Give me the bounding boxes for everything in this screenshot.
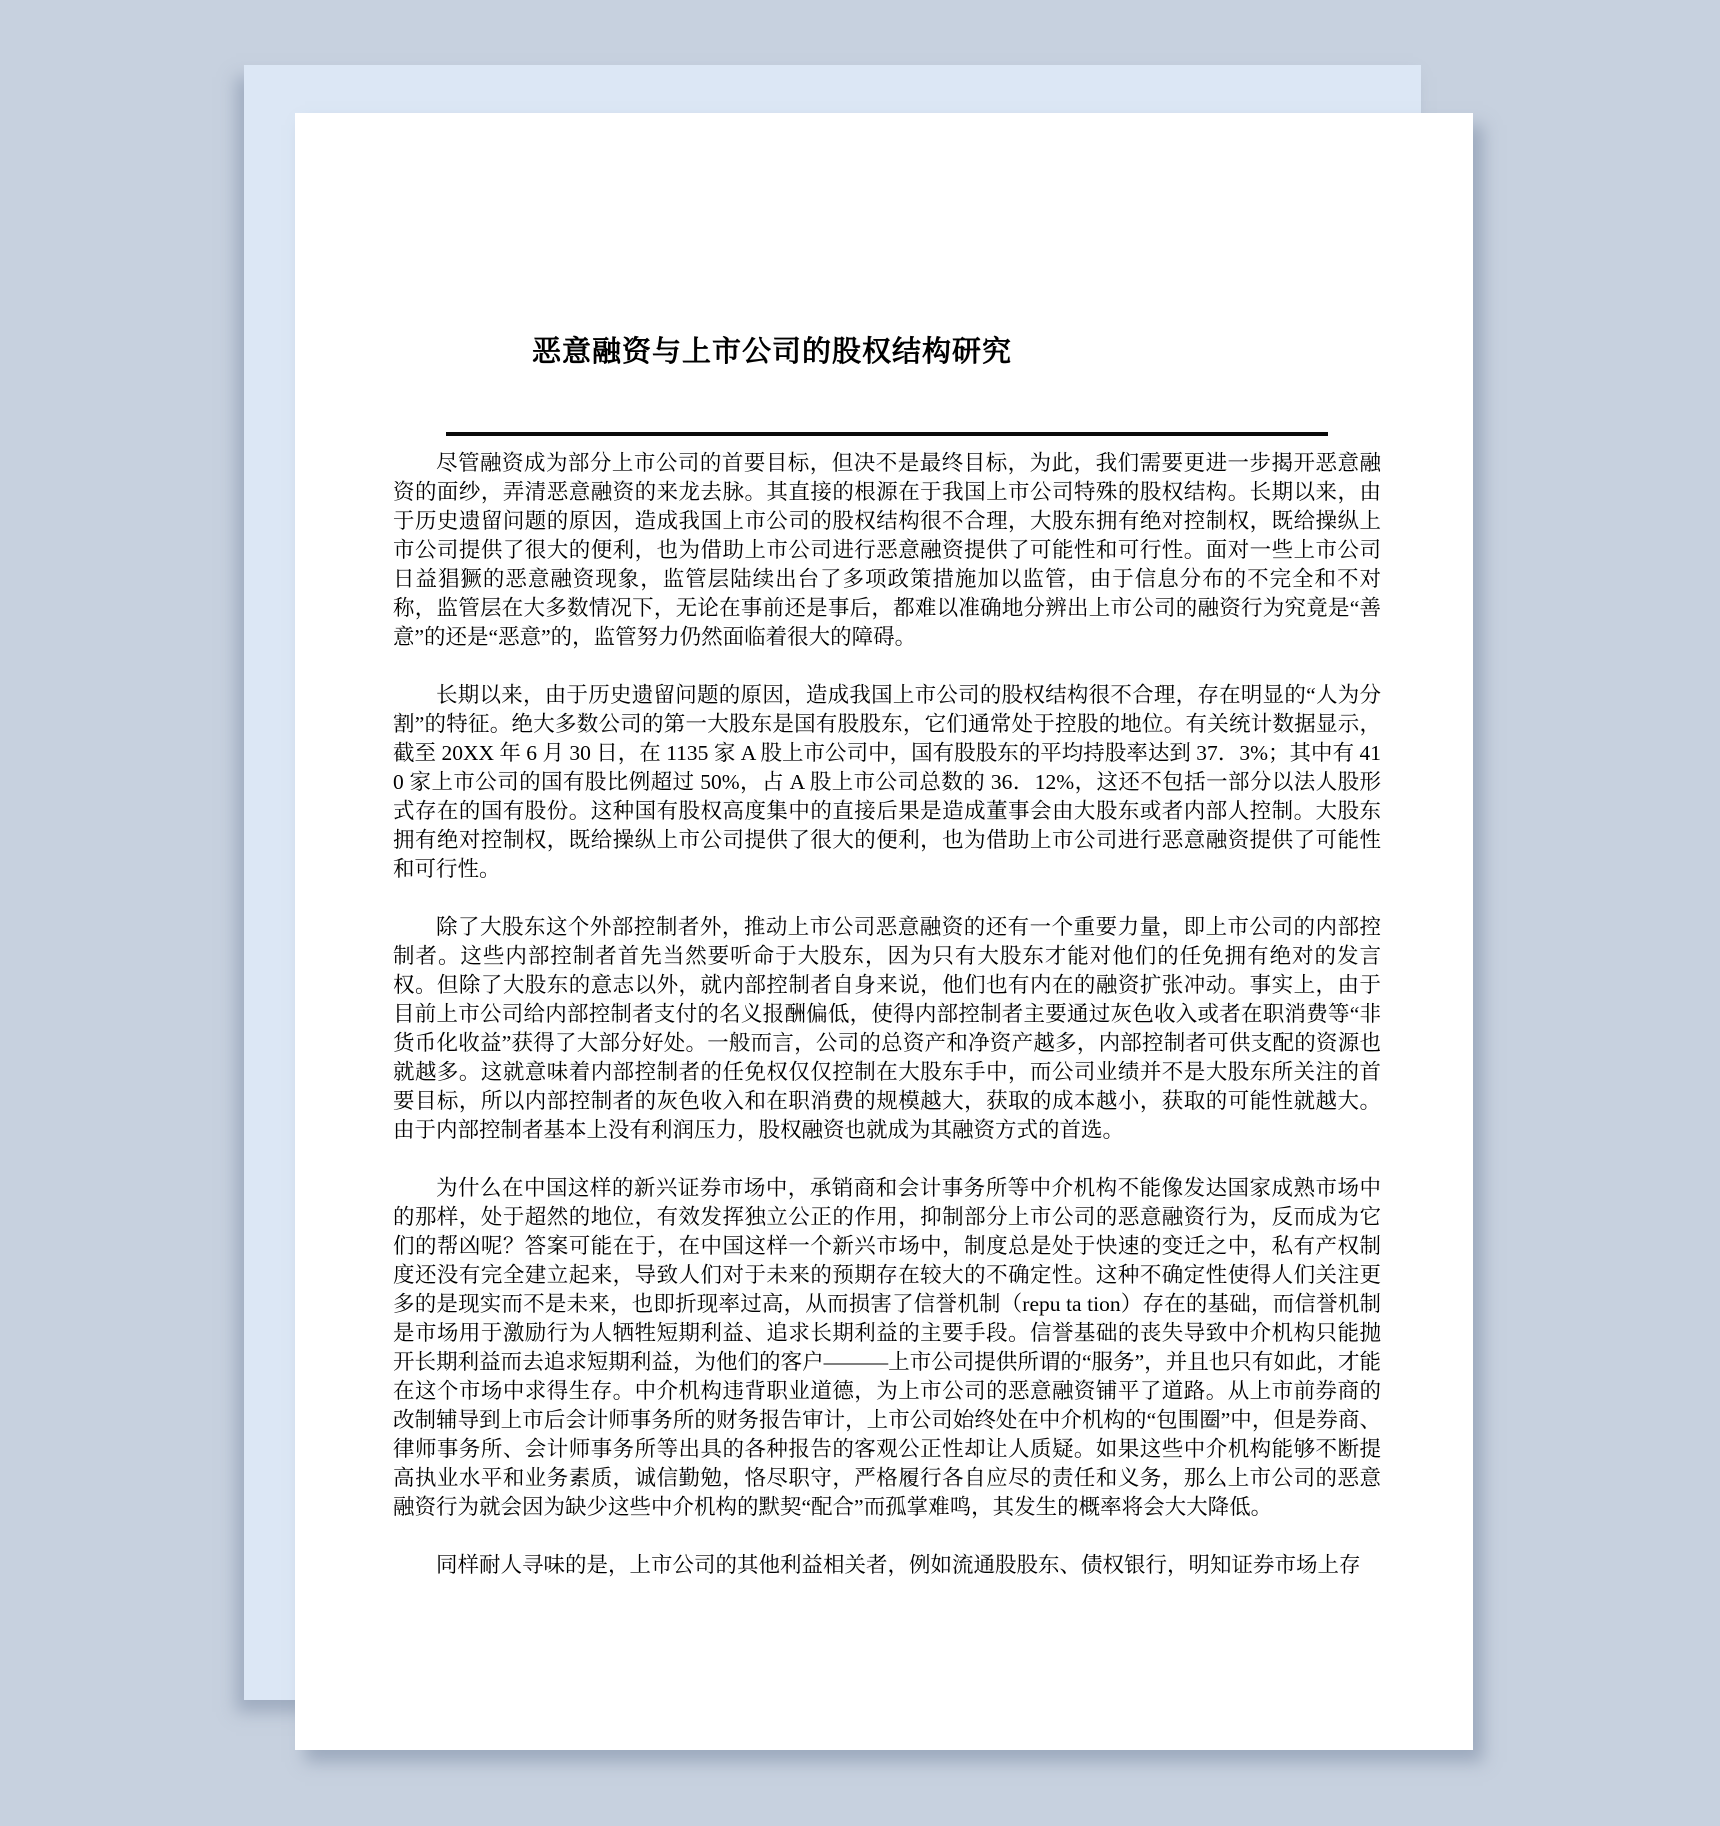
document-title: 恶意融资与上市公司的股权结构研究 (531, 336, 1012, 368)
title-divider (446, 432, 1328, 436)
paragraph-4: 为什么在中国这样的新兴证券市场中，承销商和会计事务所等中介机构不能像发达国家成熟市场中的那样，处于超然的地位，有效发挥独立公正的作用，抑制部分上市公司的恶意融资行为，反而成为它们的帮凶呢？答案可能在于，在中国这样一个新兴市场中，制度总是处于快速的变迁之中，私有产权制度还没有完全建立起来，导致人们对于未来的预期存在较大的不确定性。这种不确定性使得人们关注更多的是现实而不是未来，也即折现率过高，从而损害了信誉机制（repu ta tion）存在的基础，而信誉机制是市场用于激励行为人牺牲短期利益、追求长期利益的主要手段。信誉基础的丧失导致中介机构只能抛开长期利益而去追求短期利益，为他们的客户———上市公司提供所谓的“服务”，并且也只有如此，才能在这个市场中求得生存。中介机构违背职业道德，为上市公司的恶意融资铺平了道路。从上市前券商的改制辅导到上市后会计师事务所的财务报告审计，上市公司始终处在中介机构的“包围圈”中，但是券商、律师事务所、会计师事务所等出具的各种报告的客观公正性却让人质疑。如果这些中介机构能够不断提高执业水平和业务素质，诚信勤勉，恪尽职守，严格履行各自应尽的责任和义务，那么上市公司的恶意融资行为就会因为缺少这些中介机构的默契“配合”而孤掌难鸣，其发生的概率将会大大降低。 (393, 1176, 1381, 1519)
document-page (295, 113, 1473, 1750)
paragraph-5: 同样耐人寻味的是，上市公司的其他利益相关者，例如流通股股东、债权银行，明知证券市场上存 (436, 1553, 1361, 1577)
document-content (295, 113, 1473, 1580)
paragraph-3: 除了大股东这个外部控制者外，推动上市公司恶意融资的还有一个重要力量，即上市公司的内部控制者。这些内部控制者首先当然要听命于大股东，因为只有大股东才能对他们的任免拥有绝对的发言权。但除了大股东的意志以外，就内部控制者自身来说，他们也有内在的融资扩张冲动。事实上，由于目前上市公司给内部控制者支付的名义报酬偏低，使得内部控制者主要通过灰色收入或者在职消费等“非货币化收益”获得了大部分好处。一般而言，公司的总资产和净资产越多，内部控制者可供支配的资源也就越多。这就意味着内部控制者的任免权仅仅控制在大股东手中，而公司业绩并不是大股东所关注的首要目标，所以内部控制者的灰色收入和在职消费的规模越大，获取的成本越小，获取的可能性就越大。由于内部控制者基本上没有利润压力，股权融资也就成为其融资方式的首选。 (393, 915, 1381, 1142)
paragraph-1: 尽管融资成为部分上市公司的首要目标，但决不是最终目标，为此，我们需要更进一步揭开恶意融资的面纱，弄清恶意融资的来龙去脉。其直接的根源在于我国上市公司特殊的股权结构。长期以来，由于历史遗留问题的原因，造成我国上市公司的股权结构很不合理，大股东拥有绝对控制权，既给操纵上市公司提供了很大的便利，也为借助上市公司进行恶意融资提供了可能性和可行性。面对一些上市公司日益猖獗的恶意融资现象，监管层陆续出台了多项政策措施加以监管，由于信息分布的不完全和不对称，监管层在大多数情况下，无论在事前还是事后，都难以准确地分辨出上市公司的融资行为究竟是“善意”的还是“恶意”的，监管努力仍然面临着很大的障碍。 (393, 451, 1381, 649)
document-body (393, 449, 1381, 1580)
paragraph-2: 长期以来，由于历史遗留问题的原因，造成我国上市公司的股权结构很不合理，存在明显的“人为分割”的特征。绝大多数公司的第一大股东是国有股股东，它们通常处于控股的地位。有关统计数据显示，截至 20XX 年 6 月 30 日，在 1135 家 A 股上市公司中，国有股股东的平均持股率达到 37．3%；其中有 410 家上市公司的国有股比例超过 50%，占 A 股上市公司总数的 36．12%，这还不包括一部分以法人股形式存在的国有股份。这种国有股权高度集中的直接后果是造成董事会由大股东或者内部人控制。大股东拥有绝对控制权，既给操纵上市公司提供了很大的便利，也为借助上市公司进行恶意融资提供了可能性和可行性。 (393, 683, 1381, 881)
